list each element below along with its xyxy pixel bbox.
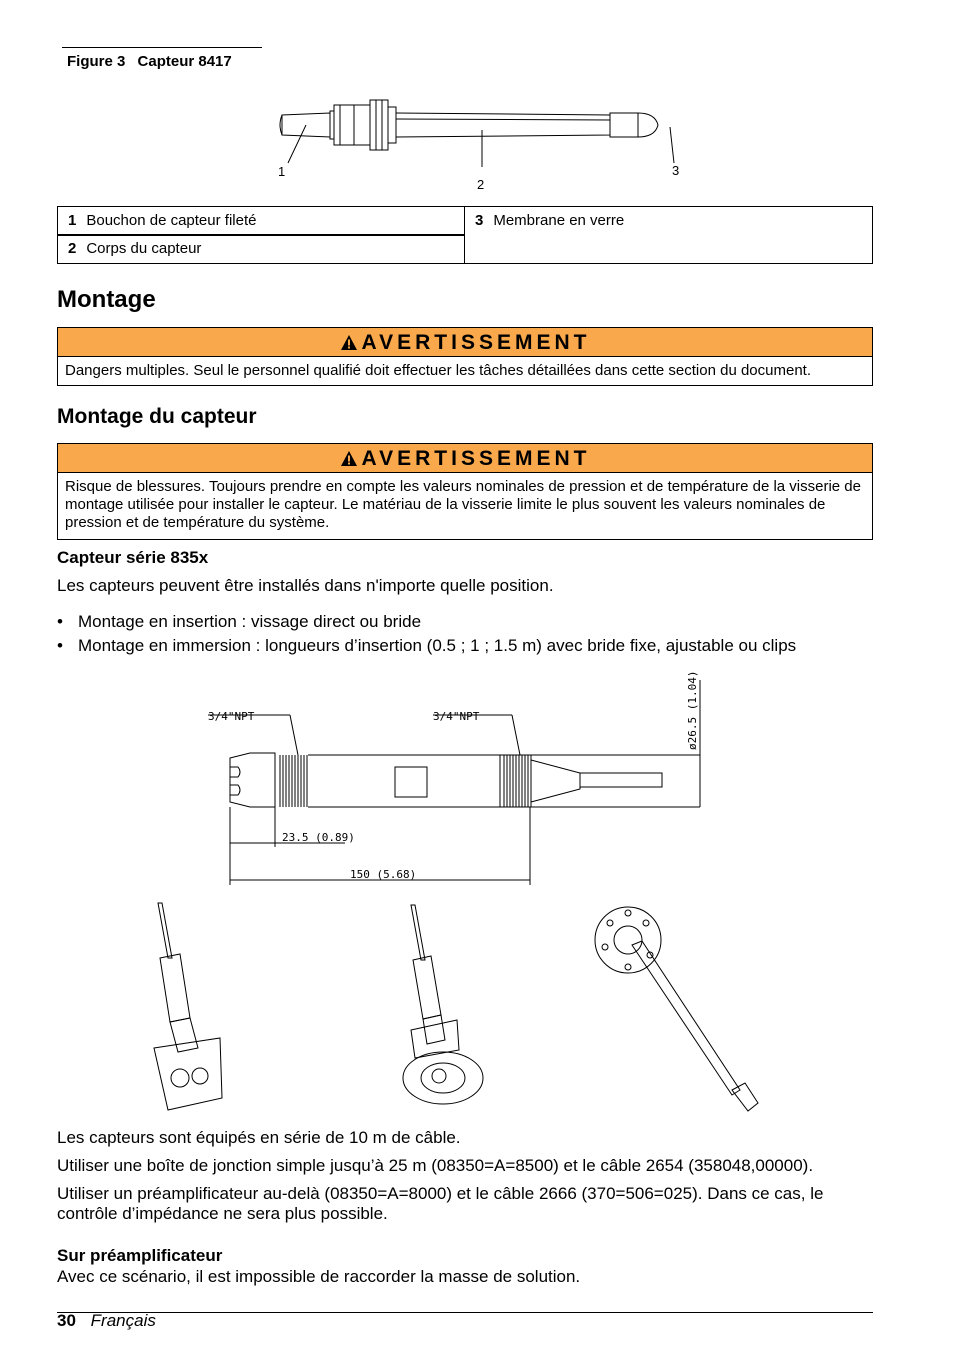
bullet-dot: •: [57, 636, 63, 655]
warning-box-injury: [57, 443, 873, 540]
installation-clip-illustration: [150, 898, 230, 1113]
legend-row: [465, 207, 624, 229]
callout-2: 2: [477, 177, 485, 192]
legend-text: Bouchon de capteur fileté: [86, 212, 257, 229]
section-title: Montage: [57, 286, 156, 313]
figure-legend-table: [57, 206, 873, 264]
legend-column-left: [58, 207, 465, 263]
paragraph-preamplifier: Utiliser un préamplificateur au-delà (08350=A=8000) et le câble 2666 (370=506=025). Dans ce cas, le contrôle d’impédance ne sera plus possible.: [57, 1184, 824, 1223]
page-number: 30: [57, 1311, 76, 1330]
warning-box-general: [57, 327, 873, 386]
warning-header: [58, 328, 872, 357]
preamp-heading: Sur préamplificateur: [57, 1246, 223, 1265]
legend-row: [58, 207, 465, 236]
warning-triangle-icon: [340, 334, 358, 351]
footer-language: Français: [90, 1311, 156, 1330]
figure-title-rule: [62, 47, 262, 48]
legend-row: [58, 236, 465, 263]
installation-flange-illustration: [590, 905, 765, 1115]
intro-paragraph: Les capteurs peuvent être installés dans n'importe quelle position.: [57, 576, 554, 595]
footer-rule: [57, 1312, 873, 1313]
subsection-title: Montage du capteur: [57, 405, 257, 428]
sensor-8417-drawing: [270, 95, 700, 205]
bullet-text: Montage en immersion : longueurs d’insertion (0.5 ; 1 ; 1.5 m) avec bride fixe, ajustable ou clips: [78, 636, 797, 655]
warning-header-label: AVERTISSEMENT: [361, 447, 591, 470]
figure-caption: Capteur 8417: [137, 53, 232, 70]
installation-thread-illustration: [395, 900, 490, 1115]
callout-1: 1: [278, 164, 286, 179]
bullet-dot: •: [57, 612, 63, 631]
legend-number: 2: [68, 240, 77, 257]
npt-label-right: 3/4"NPT: [433, 710, 480, 723]
warning-text: Dangers multiples. Seul le personnel qualifié doit effectuer les tâches détaillées dans cette section du document.: [65, 362, 812, 379]
bullet-text: Montage en insertion : vissage direct ou bride: [78, 612, 422, 631]
page-footer: [57, 1311, 156, 1331]
warning-triangle-icon: [340, 450, 358, 467]
paragraph-junction-box: Utiliser une boîte de jonction simple jusqu’à 25 m (08350=A=8500) et le câble 2654 (358048,00000).: [57, 1156, 814, 1175]
warning-header-label: AVERTISSEMENT: [361, 331, 591, 354]
callout-3: 3: [672, 163, 680, 178]
capteur-heading: Capteur série 835x: [57, 548, 209, 567]
legend-number: 1: [68, 212, 77, 229]
dimension-short-label: 23.5 (0.89): [282, 831, 355, 844]
figure-title: [67, 53, 232, 70]
warning-text: Risque de blessures. Toujours prendre en compte les valeurs nominales de pression et de température de la visserie de montage utilisée pour installer le capteur. Le matériau de la visserie limite le plus souvent les valeurs nominales de pression et de température du système.: [65, 478, 861, 531]
npt-label-left: 3/4"NPT: [208, 710, 255, 723]
preamp-paragraph: Avec ce scénario, il est impossible de raccorder la masse de solution.: [57, 1267, 581, 1286]
sensor-835x-dimension-drawing: [200, 670, 720, 890]
warning-header: [58, 444, 872, 473]
dimension-long-label: 150 (5.68): [350, 868, 417, 881]
legend-number: 3: [475, 212, 484, 229]
legend-text: Membrane en verre: [493, 212, 625, 229]
figure-number: Figure 3: [67, 53, 126, 70]
legend-text: Corps du capteur: [86, 240, 202, 257]
paragraph-cable: Les capteurs sont équipés en série de 10 m de câble.: [57, 1128, 461, 1147]
diameter-label: ø26.5 (1.04): [686, 670, 699, 750]
